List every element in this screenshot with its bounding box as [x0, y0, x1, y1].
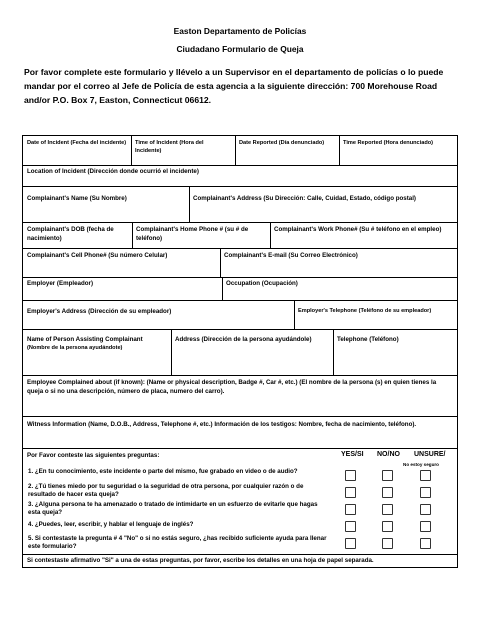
q3-yes-checkbox[interactable]: [345, 504, 356, 515]
assisting-person-name-field[interactable]: Name of Person Assisting Complainant: [27, 336, 143, 343]
questions-footer-note: Si contestaste afirmativo "Si" a una de estas preguntas, por favor, escribe los detalles en una hoja de papel separada.: [27, 557, 374, 564]
employer-phone-field[interactable]: Employer's Telephone (Teléfono de su empleador): [298, 308, 432, 314]
row-divider: [23, 375, 457, 376]
date-of-incident-field[interactable]: Date of Incident (Fecha del incidente): [27, 140, 127, 146]
time-reported-field[interactable]: Time Reported (Hora denunciado): [343, 140, 434, 146]
col-divider: [294, 300, 295, 329]
col-divider: [235, 136, 236, 165]
complaint-form: [22, 135, 458, 568]
row-divider: [23, 554, 457, 555]
employer-field[interactable]: Employer (Empleador): [27, 280, 94, 287]
column-unsure-subheader: No estoy seguro: [403, 462, 439, 467]
email-field[interactable]: Complainant's E-mail (Su Correo Electrónico): [224, 252, 358, 259]
question-3: 3. ¿Alguna persona te ha amenazado o tratado de intimidarte en un esfuerzo de evitarle que hagas esta queja?: [28, 501, 318, 516]
location-field[interactable]: Location of Incident (Dirección donde ocurrió el incidente): [27, 168, 199, 175]
row-divider: [23, 277, 457, 278]
col-divider: [222, 277, 223, 300]
q5-no-checkbox[interactable]: [382, 538, 393, 549]
row-divider: [23, 222, 457, 223]
complainant-name-field[interactable]: Complainant's Name (Su Nombre): [27, 195, 127, 202]
q4-yes-checkbox[interactable]: [345, 521, 356, 532]
row-divider: [23, 300, 457, 301]
form-subtitle: Ciudadano Formulario de Queja: [176, 44, 304, 54]
question-1: 1. ¿En tu conocimiento, este incidente o parte del mismo, fue grabado en video o de audio?: [28, 468, 298, 475]
assisting-person-name-sub: (Nombre de la persona ayudándote): [27, 345, 123, 351]
q1-yes-checkbox[interactable]: [345, 470, 356, 481]
time-of-incident-field[interactable]: Time of Incident (Hora del Incidente): [135, 140, 204, 154]
question-5: 5. Si contestaste la pregunta # 4 "No" o si no estás seguro, ¿has recibido suficiente ayuda para llenar este formulario?: [28, 535, 327, 550]
question-4: 4. ¿Puedes, leer, escribir, y hablar el lenguaje de inglés?: [28, 521, 194, 528]
q3-unsure-checkbox[interactable]: [420, 504, 431, 515]
question-2: 2. ¿Tú tienes miedo por tu seguridad o la seguridad de otra persona, por cualquier razón o de resultado de hacer esta queja?: [28, 483, 304, 498]
q1-no-checkbox[interactable]: [382, 470, 393, 481]
work-phone-field[interactable]: Complainant's Work Phone# (Su # teléfono en el empleo): [274, 226, 442, 233]
questions-intro: Por Favor conteste las siguientes preguntas:: [27, 452, 160, 459]
col-divider: [189, 186, 190, 222]
row-divider: [23, 248, 457, 249]
row-divider: [23, 329, 457, 330]
q4-unsure-checkbox[interactable]: [420, 521, 431, 532]
complainant-dob-field[interactable]: Complainant's DOB (fecha de nacimiento): [27, 226, 114, 242]
department-title: Easton Departamento de Policías: [173, 26, 307, 36]
q4-no-checkbox[interactable]: [382, 521, 393, 532]
assisting-person-phone-field[interactable]: Telephone (Teléfono): [337, 336, 399, 343]
cell-phone-field[interactable]: Complainant's Cell Phone# (Su número Celular): [27, 252, 168, 259]
complainant-address-field[interactable]: Complainant's Address (Su Dirección: Calle, Cuidad, Estado, código postal): [193, 195, 416, 202]
occupation-field[interactable]: Occupation (Ocupación): [226, 280, 298, 287]
col-divider: [270, 222, 271, 248]
col-divider: [220, 248, 221, 277]
row-divider: [23, 165, 457, 166]
col-divider: [131, 136, 132, 165]
col-divider: [132, 222, 133, 248]
q5-yes-checkbox[interactable]: [345, 538, 356, 549]
row-divider: [23, 448, 457, 449]
row-divider: [23, 186, 457, 187]
col-divider: [333, 329, 334, 375]
q2-unsure-checkbox[interactable]: [420, 487, 431, 498]
row-divider: [23, 416, 457, 417]
date-reported-field[interactable]: Date Reported (Día denunciado): [239, 140, 325, 146]
home-phone-field[interactable]: Complainant's Home Phone # (su # de teléfono): [136, 226, 249, 242]
column-no-header: NO/NO: [377, 451, 400, 458]
employer-address-field[interactable]: Employer's Address (Dirección de su empleador): [27, 308, 172, 315]
q2-yes-checkbox[interactable]: [345, 487, 356, 498]
intro-instructions: Por favor complete este formulario y llévelo a un Supervisor en el departamento de policías o lo puede mandar por el correo al Jefe de Policía de esta agencia a la siguiente dirección: 700 Morehouse Road and/or P.O. Box 7, Easton, Connecticut 06612.: [24, 67, 444, 105]
q5-unsure-checkbox[interactable]: [420, 538, 431, 549]
assisting-person-address-field[interactable]: Address (Dirección de la persona ayudándole): [175, 336, 312, 343]
employee-complained-field[interactable]: Employee Complained about (if known): (Name or physical description, Badge #, Car #, etc.) (El nombre de la persona (s) en quien tienes la queja o si no una descripción, número de placa, numero del carro).: [27, 379, 437, 395]
q3-no-checkbox[interactable]: [382, 504, 393, 515]
column-yes-header: YES/SI: [341, 451, 364, 458]
col-divider: [171, 329, 172, 375]
q1-unsure-checkbox[interactable]: [420, 470, 431, 481]
q2-no-checkbox[interactable]: [382, 487, 393, 498]
col-divider: [339, 136, 340, 165]
witness-info-field[interactable]: Witness Information (Name, D.O.B., Address, Telephone #, etc.) Información de los testigos: Nombre, fecha de nacimiento, teléfono).: [27, 421, 417, 428]
column-unsure-header: UNSURE/: [414, 451, 446, 458]
